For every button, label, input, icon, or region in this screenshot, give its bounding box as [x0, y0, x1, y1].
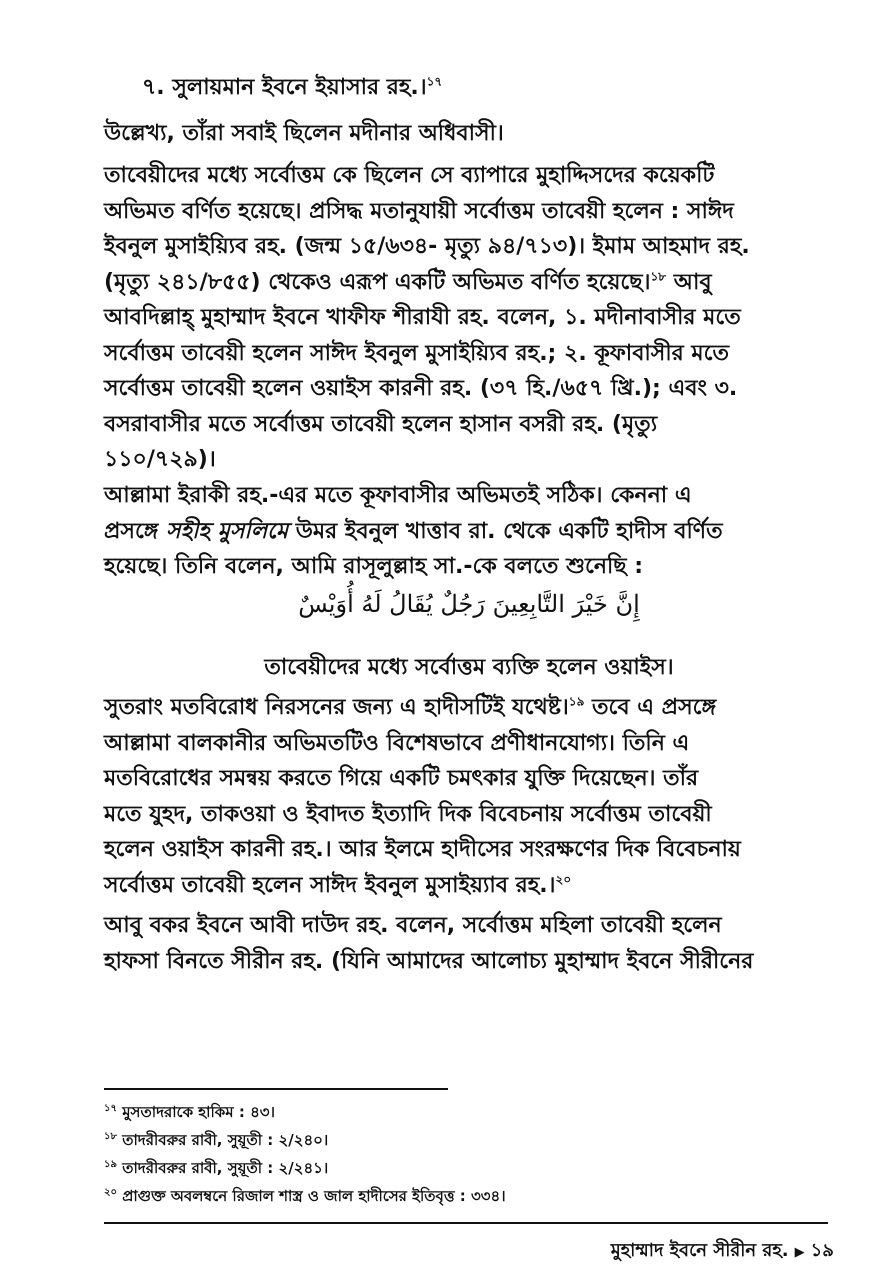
hadith-translation: তাবেয়ীদের মধ্যে সর্বোত্তম ব্যক্তি হলেন ওয়াইস।: [264, 655, 674, 680]
footnote-divider: [104, 1088, 448, 1090]
footnote: $^{১৮}$ তাদরীবরুর রাবী, সুয়ূতী : ২/২৪০।: [104, 1131, 329, 1149]
paragraph-5: আবু বকর ইবনে আবী দাউদ রহ. বলেন, সর্বোত্তম মহিলা তাবেয়ী হলেন হাফসা বিনতে সীরীন রহ. (যিনি আমাদের আলোচ্য মুহাম্মাদ ইবনে সীরীনের: [104, 913, 754, 974]
arabic-hadith: إِنَّ خَيْرَ التَّابِعِينَ رَجُلٌ يُقَالُ لَهُ أُوَيْسٌ: [298, 590, 640, 618]
footnote-ref-18: ১৮: [650, 269, 667, 284]
footnote: $^{১৯}$ তাদরীবরুর রাবী, সুয়ূতী : ২/২৪১।: [104, 1159, 329, 1177]
book-title-italic: সহীহ মুসলিমে: [166, 518, 289, 544]
list-item-7: ৭. সুলায়মান ইবনে ইয়াসার রহ.।$^{১৭}$: [142, 74, 443, 100]
triangle-marker-icon: ▶: [794, 1245, 805, 1260]
running-footer: [611, 1236, 834, 1267]
page-number: ১৯: [810, 1240, 834, 1261]
footnotes: [104, 1098, 834, 1210]
paragraph-4: সুতরাং মতবিরোধ নিরসনের জন্য এ হাদীসটিই যথেষ্ট।$^{১৯}$ তবে এ প্রসঙ্গে আল্লামা বালকানীর অভিমতটিও বিশেষভাবে প্রণীধানযোগ্য। তিনি এ মতবিরোধের সমন্বয় করতে গিয়ে একটি চমৎকার যুক্তি দিয়েছেন। তাঁর মতে যুহদ, তাকওয়া ও ইবাদত ইত্যাদি দিক বিবেচনায় সর্বোত্তম তাবেয়ী হলেন ওয়াইস কারনী রহ.। আর ইলমে হাদীসের সংরক্ষণের দিক বিবেচনায় সর্বোত্তম তাবেয়ী হলেন সাঈদ ইবনুল মুসাইয়্যাব রহ.।$^{২০}$: [104, 694, 741, 898]
footnote: $^{১৭}$ মুসতাদরাকে হাকিম : ৪৩।: [104, 1103, 275, 1121]
paragraph-3: আল্লামা ইরাকী রহ.-এর মতে কূফাবাসীর অভিমতই সঠিক। কেননা এ প্রসঙ্গে সহীহ মুসলিমে উমর ইবনুল খাত্তাব রা. থেকে একটি হাদীস বর্ণিত হয়েছে। তিনি বলেন, আমি রাসূলুল্লাহ সা.-কে বলতে শুনেছি :: [104, 483, 723, 579]
footnote-ref-20: ২০: [555, 872, 572, 887]
paragraph-1: উল্লেখ্য, তাঁরা সবাই ছিলেন মদীনার অধিবাসী।: [104, 121, 504, 146]
footer-divider: [104, 1222, 828, 1224]
footnote-ref-17: ১৭: [426, 74, 443, 89]
paragraph-2: তাবেয়ীদের মধ্যে সর্বোত্তম কে ছিলেন সে ব্যাপারে মুহাদ্দিসদের কয়েকটি অভিমত বর্ণিত হয়েছে। প্রসিদ্ধ মতানুযায়ী সর্বোত্তম তাবেয়ী হলেন : সাঈদ ইবনুল মুসাইয়্যিব রহ. (জন্ম ১৫/৬৩৪- মৃত্যু ৯৪/৭১৩)। ইমাম আহমাদ রহ. (মৃত্যু ২৪১/৮৫৫) থেকেও এরূপ একটি অভিমত বর্ণিত হয়েছে।$^{১৮}$ আবু আবদিল্লাহ্ মুহাম্মাদ ইবনে খাফীফ শীরাযী রহ. বলেন, ১. মদীনাবাসীর মতে সর্বোত্তম তাবেয়ী হলেন সাঈদ ইবনুল মুসাইয়্যিব রহ.; ২. কূফাবাসীর মতে সর্বোত্তম তাবেয়ী হলেন ওয়াইস কারনী রহ. (৩৭ হি./৬৫৭ খ্রি.); এবং ৩. বসরাবাসীর মতে সর্বোত্তম তাবেয়ী হলেন হাসান বসরী রহ. (মৃত্যু ১১০/৭২৯)।: [104, 163, 750, 472]
running-title: মুহাম্মাদ ইবনে সীরীন রহ.: [610, 1240, 789, 1261]
footnote-ref-19: ১৯: [568, 694, 585, 709]
footnote: $^{২০}$ প্রাগুক্ত অবলম্বনে রিজাল শাস্ত্র ও জাল হাদীসের ইতিবৃত্ত : ৩৩৪।: [104, 1187, 506, 1205]
